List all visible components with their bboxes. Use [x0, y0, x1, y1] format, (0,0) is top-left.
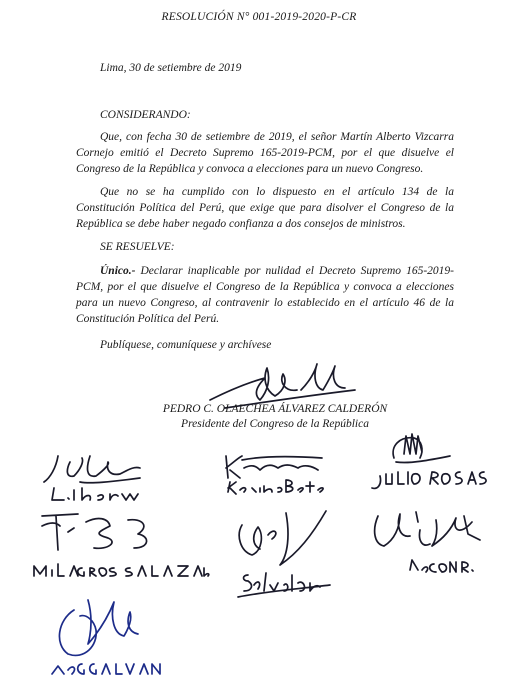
unico-label: Único.-: [100, 265, 136, 277]
signature-beteta: [222, 448, 332, 498]
resuelve-heading: SE RESUELVE:: [100, 241, 175, 253]
signature-salazar: [38, 508, 158, 558]
closing-line: Publíquese, comuníquese y archívese: [100, 339, 272, 351]
resolution-title: RESOLUCIÓN N° 001-2019-2020-P-CR: [161, 11, 357, 23]
signature-rosas: [360, 428, 490, 498]
signer-name: PEDRO C. OLAECHEA ÁLVAREZ CALDERÓN: [162, 403, 388, 415]
signature-heresi: [228, 505, 338, 605]
signature-leon: [360, 500, 500, 580]
paragraph-2: Que no se ha cumplido con lo dispuesto en el artículo 134 de la Constitución Política del Perú, que exige que para disolver el Congreso de la República se debe haber negado confianza a dos consejos de ministros.: [76, 186, 454, 230]
signature-iberico-name: [50, 484, 160, 506]
signature-galvan: [44, 590, 184, 680]
considerando-heading: CONSIDERANDO:: [100, 109, 191, 121]
signer-title: Presidente del Congreso de la República: [181, 418, 369, 430]
date-line: Lima, 30 de setiembre de 2019: [100, 62, 242, 74]
unico-text: Declarar inaplicable por nulidad el Decreto Supremo 165-2019-PCM, por el que disuelve el Congreso de la República y convoca a elecciones para un nuevo Congreso, al contravenir lo establecido en el artículo 46 de la Constitución Política del Perú.: [76, 265, 454, 325]
signature-salazar-name: [30, 560, 210, 580]
unico-article: [76, 263, 454, 327]
paragraph-1: Que, con fecha 30 de setiembre de 2019, el señor Martín Alberto Vizcarra Cornejo emitió el Decreto Supremo 165-2019-PCM, por el que disuelve el Congreso de la República y convoca a elecciones para un nuevo Congreso.: [76, 131, 454, 175]
